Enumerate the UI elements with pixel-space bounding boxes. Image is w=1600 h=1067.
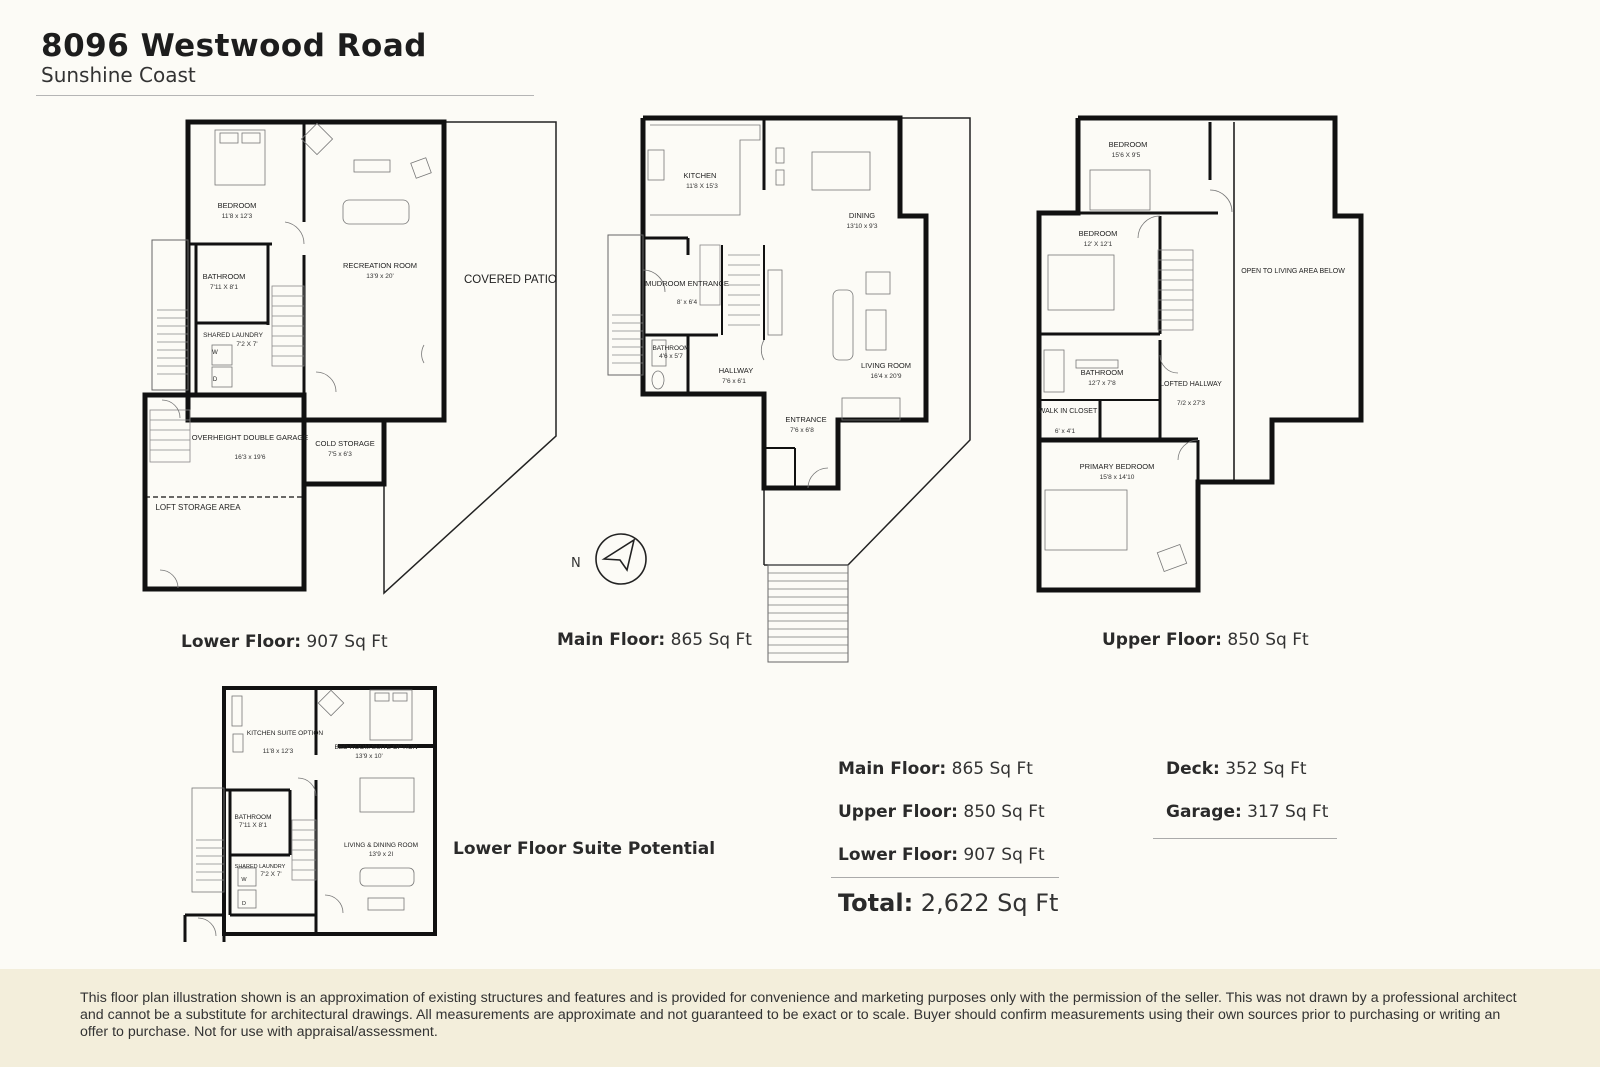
upper-floor-caption-label: Upper Floor: bbox=[1102, 630, 1222, 650]
covered-patio-label: COVERED PATIO bbox=[464, 274, 557, 286]
suite-labels bbox=[234, 730, 418, 907]
property-address: 8096 Westwood Road bbox=[41, 28, 427, 64]
room-name: DINING bbox=[848, 211, 876, 220]
room-dim: 6' x 4'1 bbox=[1054, 428, 1076, 435]
upper-floor-plan bbox=[1039, 118, 1361, 590]
room-name: SHARED LAUNDRY bbox=[234, 864, 286, 870]
room-name: BED ROOM SUITE OPTION bbox=[334, 744, 418, 751]
dryer-label: D bbox=[212, 377, 218, 383]
summary-deck-value: 352 Sq Ft bbox=[1219, 759, 1307, 779]
room-name: BEDROOM bbox=[217, 201, 257, 210]
room-dim: 15'6 X 9'5 bbox=[1111, 152, 1141, 159]
room-dim: 13'10 x 9'3 bbox=[846, 223, 878, 230]
upper-floor-labels bbox=[1039, 140, 1345, 481]
room-name: OVERHEIGHT DOUBLE GARAGE bbox=[191, 433, 309, 442]
room-dim: 7'11 X 8'1 bbox=[238, 822, 268, 829]
room-name: LIVING ROOM bbox=[860, 361, 912, 370]
room-dim: 7'2 X 7' bbox=[236, 341, 258, 348]
summary-main bbox=[838, 759, 1033, 779]
summary-main-label: Main Floor: bbox=[838, 759, 947, 779]
room-name: LOFTED HALLWAY bbox=[1160, 381, 1222, 388]
lower-floor-caption-label: Lower Floor: bbox=[181, 632, 302, 652]
room-name: MUDROOM ENTRANCE bbox=[645, 279, 729, 288]
room-dim: 16'3 x 19'6 bbox=[234, 454, 266, 461]
room-dim: 12' X 12'1 bbox=[1083, 241, 1113, 248]
room-dim: 7'5 x 6'3 bbox=[328, 451, 352, 458]
lower-floor-caption-value: 907 Sq Ft bbox=[301, 632, 388, 652]
summary-deck bbox=[1166, 759, 1307, 779]
main-floor-plan bbox=[596, 118, 970, 662]
room-name: BATHROOM bbox=[234, 814, 272, 821]
suite-caption: Lower Floor Suite Potential bbox=[453, 839, 716, 859]
room-dim: 4'6 x 5'7 bbox=[659, 353, 683, 360]
disclaimer-text: This floor plan illustration shown is an approximation of existing structures and features and is provided for convenience and marketing purposes only with the permission of the seller. This was not drawn by a professional architect and cannot be a substitute for architectural drawings. All measurements are approximate and not guaranteed to be exact or to scale. Buyer should confirm measurements using their own sources prior to purchasing or writing an offer to purchase. Not for use with appraisal/assessment. bbox=[80, 990, 1517, 1040]
upper-floor-caption bbox=[1102, 630, 1309, 650]
room-name: LIVING & DINING ROOM bbox=[343, 842, 419, 849]
north-compass bbox=[596, 534, 646, 584]
lower-floor-labels bbox=[155, 201, 556, 512]
washer-label: W bbox=[212, 350, 218, 356]
summary-lower-label: Lower Floor: bbox=[838, 845, 959, 865]
upper-floor-caption-value: 850 Sq Ft bbox=[1221, 630, 1309, 650]
main-floor-caption-label: Main Floor: bbox=[557, 630, 666, 650]
room-name: PRIMARY BEDROOM bbox=[1079, 462, 1155, 471]
summary-divider bbox=[831, 877, 1059, 878]
room-name: BATHROOM bbox=[1080, 368, 1124, 377]
room-name: BATHROOM bbox=[202, 272, 246, 281]
suite-floor-plan bbox=[185, 688, 435, 942]
room-name: SHARED LAUNDRY bbox=[203, 332, 263, 339]
room-dim: 12'7 x 7'8 bbox=[1088, 380, 1116, 387]
summary-total bbox=[838, 889, 1058, 917]
lower-floor-plan bbox=[145, 122, 556, 593]
room-dim: 13'9 x 20' bbox=[366, 273, 394, 280]
room-dim: 7/2 x 27'3 bbox=[1177, 400, 1205, 407]
summary-garage bbox=[1166, 802, 1328, 822]
room-dim: 11'8 x 12'3 bbox=[221, 213, 253, 220]
room-dim: 7'6 x 6'8 bbox=[790, 427, 814, 434]
room-dim: 11'8 X 15'3 bbox=[686, 183, 718, 190]
summary-garage-label: Garage: bbox=[1166, 802, 1242, 822]
room-name: ENTRANCE bbox=[785, 415, 827, 424]
property-region: Sunshine Coast bbox=[41, 63, 196, 87]
main-floor-labels bbox=[571, 171, 911, 571]
summary-upper-label: Upper Floor: bbox=[838, 802, 958, 822]
room-name: BEDROOM bbox=[1078, 229, 1118, 238]
washer-label: W bbox=[241, 877, 247, 883]
main-floor-caption-value: 865 Sq Ft bbox=[665, 630, 752, 650]
room-dim: 13'9 x 2I bbox=[368, 851, 394, 858]
room-name: BATHROOM bbox=[652, 345, 690, 352]
room-name: COLD STORAGE bbox=[315, 439, 375, 448]
room-dim: 7'6 x 6'1 bbox=[722, 378, 746, 385]
room-name: WALK IN CLOSET bbox=[1038, 408, 1098, 415]
room-dim: 15'8 x 14'10 bbox=[1099, 474, 1135, 481]
room-name: LOFT STORAGE AREA bbox=[155, 503, 241, 512]
dryer-label: D bbox=[242, 901, 246, 907]
room-dim: 7'2 X 7' bbox=[260, 871, 282, 878]
room-name: OPEN TO LIVING AREA BELOW bbox=[1241, 268, 1345, 275]
summary-lower-value: 907 Sq Ft bbox=[958, 845, 1045, 865]
room-name: RECREATION ROOM bbox=[342, 261, 418, 270]
summary-upper-value: 850 Sq Ft bbox=[957, 802, 1045, 822]
room-name: KITCHEN bbox=[683, 171, 717, 180]
summary-main-value: 865 Sq Ft bbox=[946, 759, 1033, 779]
room-dim: 13'9 x 10' bbox=[355, 753, 383, 760]
summary-total-label: Total: bbox=[838, 889, 914, 917]
summary-deck-label: Deck: bbox=[1166, 759, 1220, 779]
room-name: KITCHEN SUITE OPTION bbox=[246, 730, 324, 737]
summary-divider-right bbox=[1153, 838, 1337, 839]
room-dim: 16'4 x 20'9 bbox=[870, 373, 902, 380]
north-label: N bbox=[571, 556, 581, 571]
room-name: HALLWAY bbox=[718, 366, 754, 375]
room-name: BEDROOM bbox=[1108, 140, 1148, 149]
room-dim: 11'8 x 12'3 bbox=[262, 748, 294, 755]
room-dim: 7'11 X 8'1 bbox=[209, 284, 239, 291]
summary-total-value: 2,622 Sq Ft bbox=[913, 889, 1059, 917]
room-dim: 8' x 6'4 bbox=[676, 299, 698, 306]
summary-lower bbox=[838, 845, 1045, 865]
main-floor-caption bbox=[557, 630, 752, 650]
summary-upper bbox=[838, 802, 1045, 822]
summary-garage-value: 317 Sq Ft bbox=[1241, 802, 1329, 822]
lower-floor-caption bbox=[181, 632, 388, 652]
